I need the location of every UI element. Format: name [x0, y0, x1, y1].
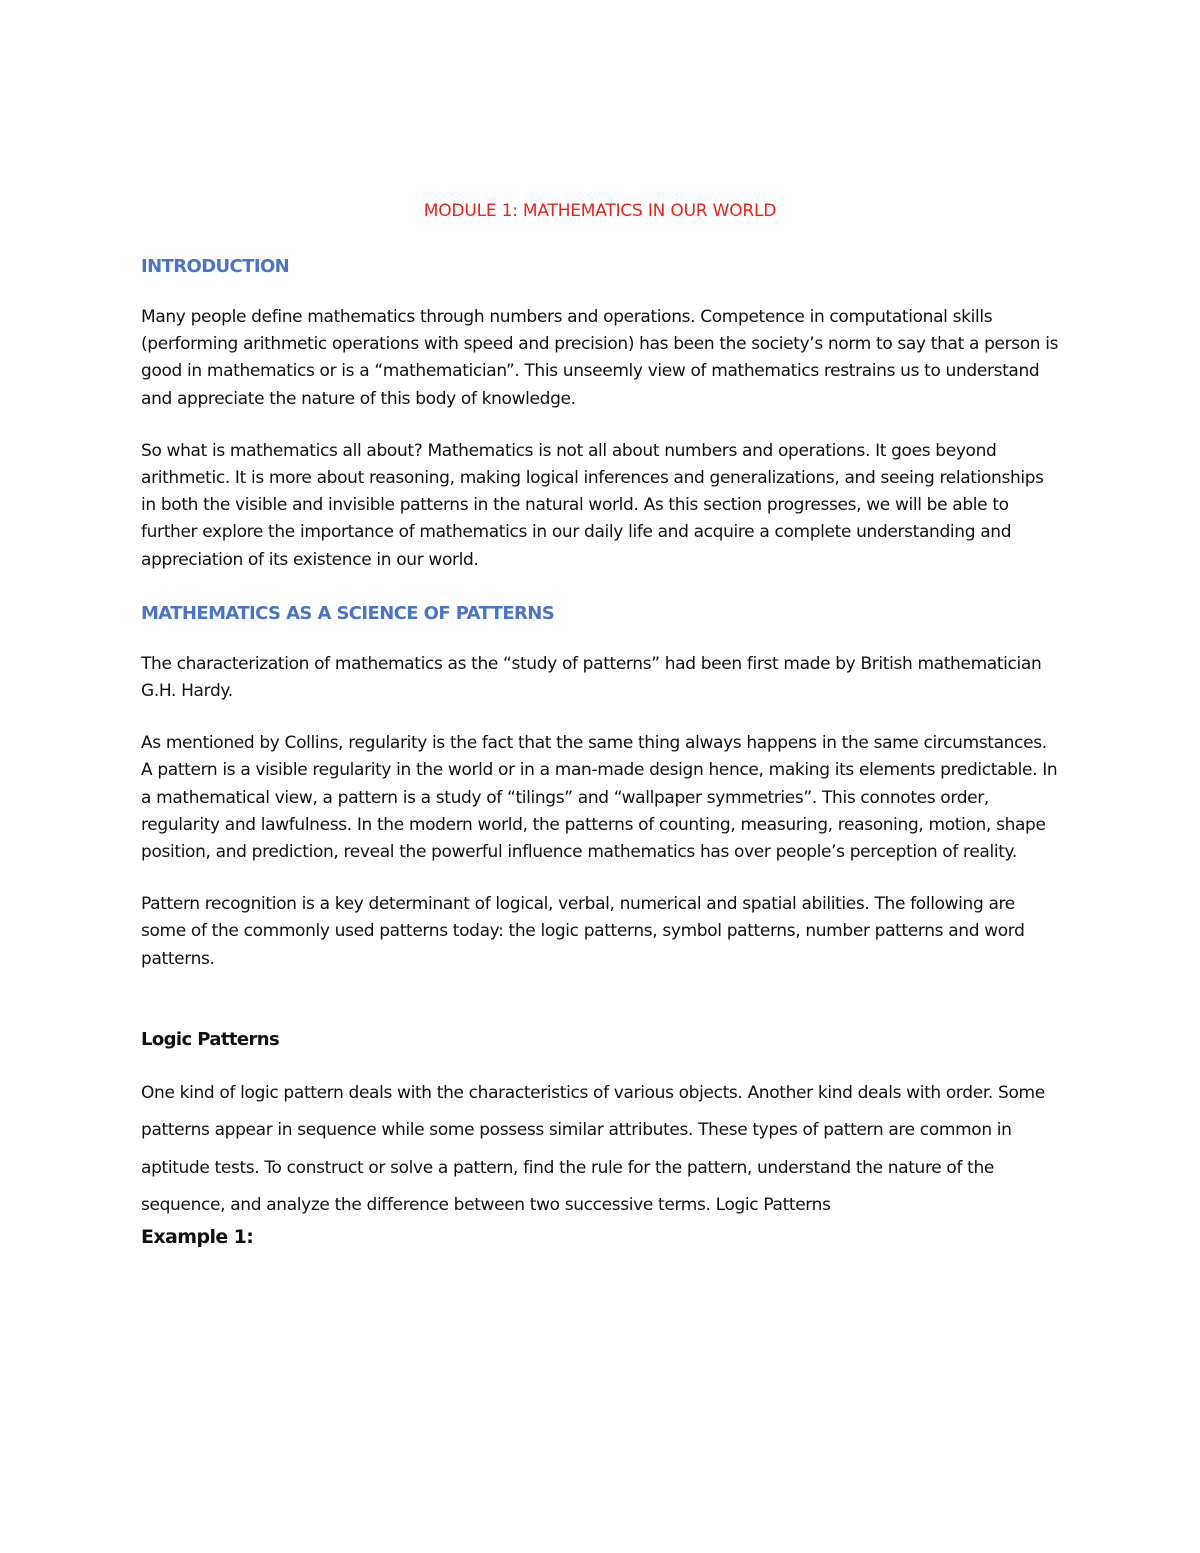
module-title: MODULE 1: MATHEMATICS IN OUR WORLD — [423, 201, 777, 221]
introduction-heading: INTRODUCTION — [141, 256, 290, 277]
patterns-paragraph-2: As mentioned by Collins, regularity is the fact that the same thing always happens in the same circumstances. A pattern is a visible regularity in the world or in a man-made design hence, making its elements predictable. In a mathematical view, a pattern is a study of “tilings” and “wallpaper symmetries”. This connotes order, regularity and lawfulness. In the modern world, the patterns of counting, measuring, reasoning, motion, shape position, and prediction, reveal the powerful influence mathematics has over people’s perception of reality. — [141, 733, 1058, 863]
example-label: Example 1: — [141, 1225, 254, 1248]
patterns-section-heading: MATHEMATICS AS A SCIENCE OF PATTERNS — [141, 602, 555, 624]
introduction-paragraph-2: So what is mathematics all about? Mathematics is not all about numbers and operations. It goes beyond arithmetic. It is more about reasoning, making logical inferences and generalizations, and seeing relationships in both the visible and invisible patterns in the natural world. As this section progresses, we will be able to further explore the importance of mathematics in our daily life and acquire a complete understanding and appreciation of its existence in our world. — [141, 440, 1044, 570]
patterns-paragraph-3: Pattern recognition is a key determinant of logical, verbal, numerical and spatial abilities. The following are some of the commonly used patterns today: the logic patterns, symbol patterns, number patterns and word patterns. — [141, 894, 1025, 969]
patterns-paragraph-1: The characterization of mathematics as the “study of patterns” had been first made by British mathematician G.H. Hardy. — [141, 653, 1042, 702]
logic-patterns-heading: Logic Patterns — [141, 1028, 280, 1050]
introduction-paragraph-1: Many people define mathematics through numbers and operations. Competence in computational skills (performing arithmetic operations with speed and precision) has been the society’s norm to say that a person is good in mathematics or is a “mathematician”. This unseemly view of mathematics restrains us to understand and appreciate the nature of this body of knowledge. — [141, 307, 1059, 409]
logic-patterns-paragraph: One kind of logic pattern deals with the characteristics of various objects. Another kind deals with order. Some patterns appear in sequence while some possess similar attributes. These types of pattern are common in aptitude tests. To construct or solve a pattern, find the rule for the pattern, understand the nature of the sequence, and analyze the difference between two successive terms. Logic Patterns — [141, 1082, 1045, 1216]
document-content — [141, 196, 1059, 1252]
